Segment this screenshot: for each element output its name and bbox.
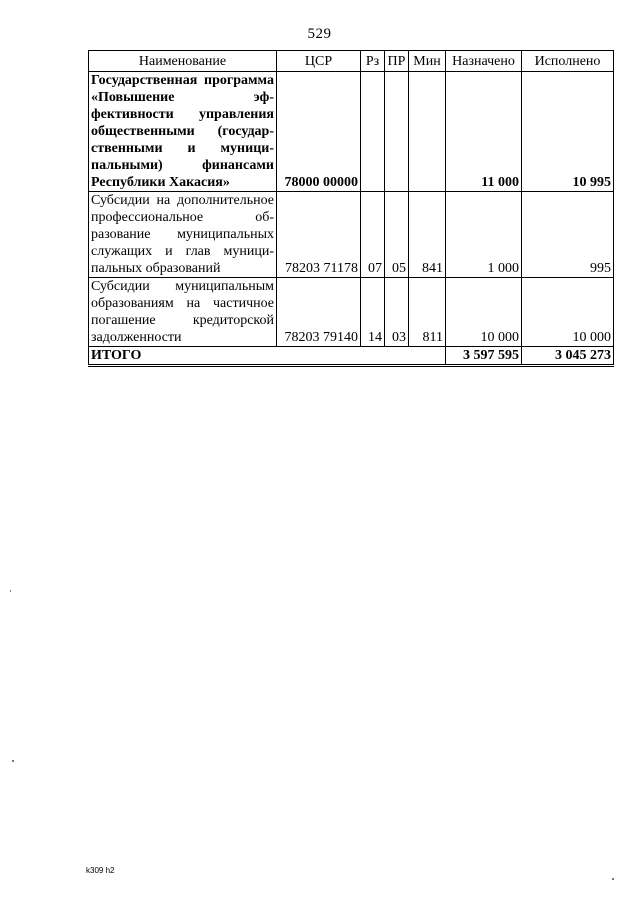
- header-min: Мин: [409, 51, 446, 72]
- row-min: 841: [409, 192, 446, 278]
- header-executed: Исполнено: [522, 51, 614, 72]
- row-min: [409, 72, 446, 192]
- row-executed: 10 995: [522, 72, 614, 192]
- header-row: [89, 51, 614, 72]
- row-name: Субсидии муниципальным образованиям на частичное погашение кредиторской задолженности: [89, 278, 277, 347]
- row-planned: 1 000: [446, 192, 522, 278]
- row-pr: 05: [385, 192, 409, 278]
- total-label: ИТОГО: [89, 347, 446, 366]
- row-executed: 995: [522, 192, 614, 278]
- row-planned: 11 000: [446, 72, 522, 192]
- header-pr: ПР: [385, 51, 409, 72]
- row-rz: [361, 72, 385, 192]
- page-number: 529: [307, 26, 332, 42]
- row-name: Государственная программа «Повышение эффективности управления общественными (государственными и муниципальными) финансами Республики Хакасия»: [89, 72, 277, 192]
- row-csr: 78203 71178: [277, 192, 361, 278]
- table-row: [89, 192, 614, 278]
- scan-speck: [10, 590, 11, 592]
- row-rz: 14: [361, 278, 385, 347]
- total-row: [89, 347, 614, 366]
- total-executed: 3 045 273: [522, 347, 614, 366]
- row-csr: 78203 79140: [277, 278, 361, 347]
- row-rz: 07: [361, 192, 385, 278]
- row-pr: 03: [385, 278, 409, 347]
- table-row: [89, 72, 614, 192]
- header-name: Наименование: [89, 51, 277, 72]
- scan-speck: [12, 760, 14, 762]
- header-csr: ЦСР: [277, 51, 361, 72]
- table-row: [89, 278, 614, 347]
- row-csr: 78000 00000: [277, 72, 361, 192]
- header-planned: Назначено: [446, 51, 522, 72]
- header-rz: Рз: [361, 51, 385, 72]
- row-pr: [385, 72, 409, 192]
- row-min: 811: [409, 278, 446, 347]
- row-planned: 10 000: [446, 278, 522, 347]
- footer-code: k309 h2: [86, 866, 115, 875]
- budget-table: [88, 50, 614, 367]
- scan-speck: [612, 878, 614, 880]
- row-executed: 10 000: [522, 278, 614, 347]
- row-name: Субсидии на дополнительное профессиональное образование муниципальных служащих и глав муниципальных образований: [89, 192, 277, 278]
- total-planned: 3 597 595: [446, 347, 522, 366]
